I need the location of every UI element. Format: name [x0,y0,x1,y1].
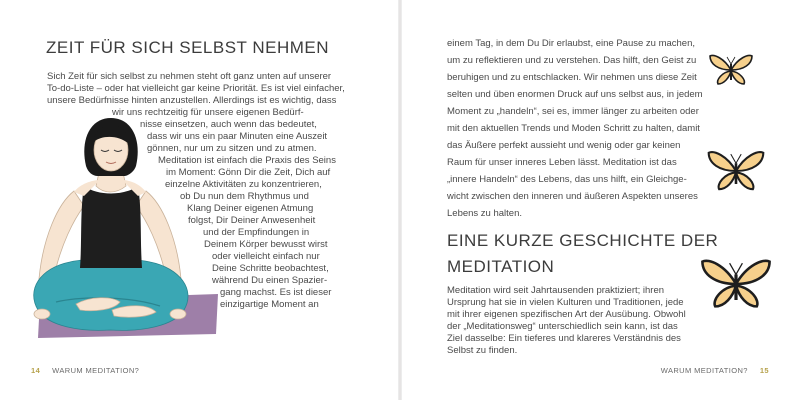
left-paragraph-line: Meditation ist einfach die Praxis des Seins [158,155,336,166]
right-heading-line: MEDITATION [447,257,555,276]
left-paragraph-line: gang machst. Es ist dieser [220,287,332,298]
left-paragraph-line: während Du einen Spazier- [212,275,328,286]
right-top-paragraph-line: wicht zwischen den inneren und äußeren Aspekten unseres [447,191,698,202]
left-paragraph-line: Klang Deiner eigenen Atmung [187,203,314,214]
black-top [80,186,142,268]
right-page-heading [447,228,718,280]
right-top-paragraph-line: mit den aktuellen Trends und Moden Schritt zu halten, damit [447,123,700,134]
left-paragraph-line: ob Du nun dem Rhythmus und [180,191,309,202]
left-paragraph-line: oder vielleicht einfach nur [212,251,320,262]
left-paragraph-line: einzigartige Moment an [220,299,319,310]
right-bottom-paragraph-line: Meditation wird seit Jahrtausenden praktiziert; ihren [447,285,665,296]
hand-left [34,309,50,319]
butterfly-icon [698,252,774,316]
right-bottom-paragraph-line: mit ihrer eigenen spezifischen Art der Ausübung. Obwohl [447,309,686,320]
crossed-legs [34,259,188,330]
right-top-paragraph-line: um zu reflektieren und zu verstehen. Das hilft, den Geist zu [447,55,697,66]
left-paragraph-line: im Moment: Gönn Dir die Zeit, Dich auf [166,167,331,178]
left-page-heading: ZEIT FÜR SICH SELBST NEHMEN [46,38,330,57]
left-paragraph-line: wir uns rechtzeitig für unsere eigenen Bedürf- [112,107,304,118]
right-page-footer [661,366,769,375]
left-paragraph-line: dass wir uns ein paar Minuten eine Auszeit [147,131,328,142]
right-bottom-paragraph-line: Selbst zu finden. [447,345,518,356]
right-top-paragraph-line: selten und üben enormen Druck auf uns selbst aus, in jedem [447,89,703,100]
right-top-paragraph-line: das Äußere perfekt aussieht und wenig oder gar keinen [447,140,681,151]
butterfly-icon [706,145,766,197]
right-top-paragraph-line: beruhigen und zu entschlacken. Wir nehmen uns diese Zeit [447,72,697,83]
butterfly-icon [708,50,754,90]
left-page-number: 14 [31,366,41,375]
hand-right [170,309,186,319]
right-top-paragraph-line: „innere Handeln“ des Lebens, das uns hilft, ein Gleichge- [447,174,687,185]
right-bottom-paragraph-line: der „Meditationsweg“ unterschiedlich sein kann, ist das [447,321,678,332]
right-running-title: WARUM MEDITATION? [660,366,748,375]
left-page-footer [31,366,139,375]
left-paragraph-line: einzelne Aktivitäten zu konzentrieren, [165,179,322,190]
left-paragraph-line: folgst, Dir Deiner Anwesenheit [188,215,316,226]
right-bottom-paragraph-line: Ziel dasselbe: Ein tieferes und klareres Verständnis des [447,333,681,344]
left-paragraph-line: und der Empfindungen in [203,227,310,238]
right-top-paragraph-line: Moment zu „handeln“, sei es, immer länger zu arbeiten oder [447,106,699,117]
left-paragraph-line: gönnen, nur um zu sitzen und zu atmen. [147,143,317,154]
right-top-paragraph-line: Lebens zu halten. [447,208,523,219]
left-paragraph-line: nisse einsetzen, auch wenn das bedeutet, [140,119,317,130]
left-paragraph-line: unsere Bedürfnisse hinten anzustellen. Allerdings ist es wichtig, dass [47,95,337,106]
right-heading-line: EINE KURZE GESCHICHTE DER [447,231,719,250]
left-running-title: WARUM MEDITATION? [52,366,140,375]
right-top-paragraph-line: einem Tag, in dem Du Dir erlaubst, eine Pause zu machen, [447,38,696,49]
left-paragraph-line: Sich Zeit für sich selbst zu nehmen steht oft ganz unten auf unserer [47,71,332,82]
right-bottom-paragraph-line: Ursprung hat sie in vielen Kulturen und Traditionen, jede [447,297,684,308]
right-top-paragraph-line: Raum für unser inneres Leben lässt. Meditation ist das [447,157,677,168]
left-paragraph-line: To-do-Liste – oder hat vielleicht gar keine Priorität. Es ist viel einfacher, [47,83,345,94]
left-paragraph-line: Deinem Körper bewusst wirst [204,239,328,250]
right-page-number: 15 [759,366,769,375]
left-paragraph-line: Deine Schritte beobachtest, [212,263,329,274]
